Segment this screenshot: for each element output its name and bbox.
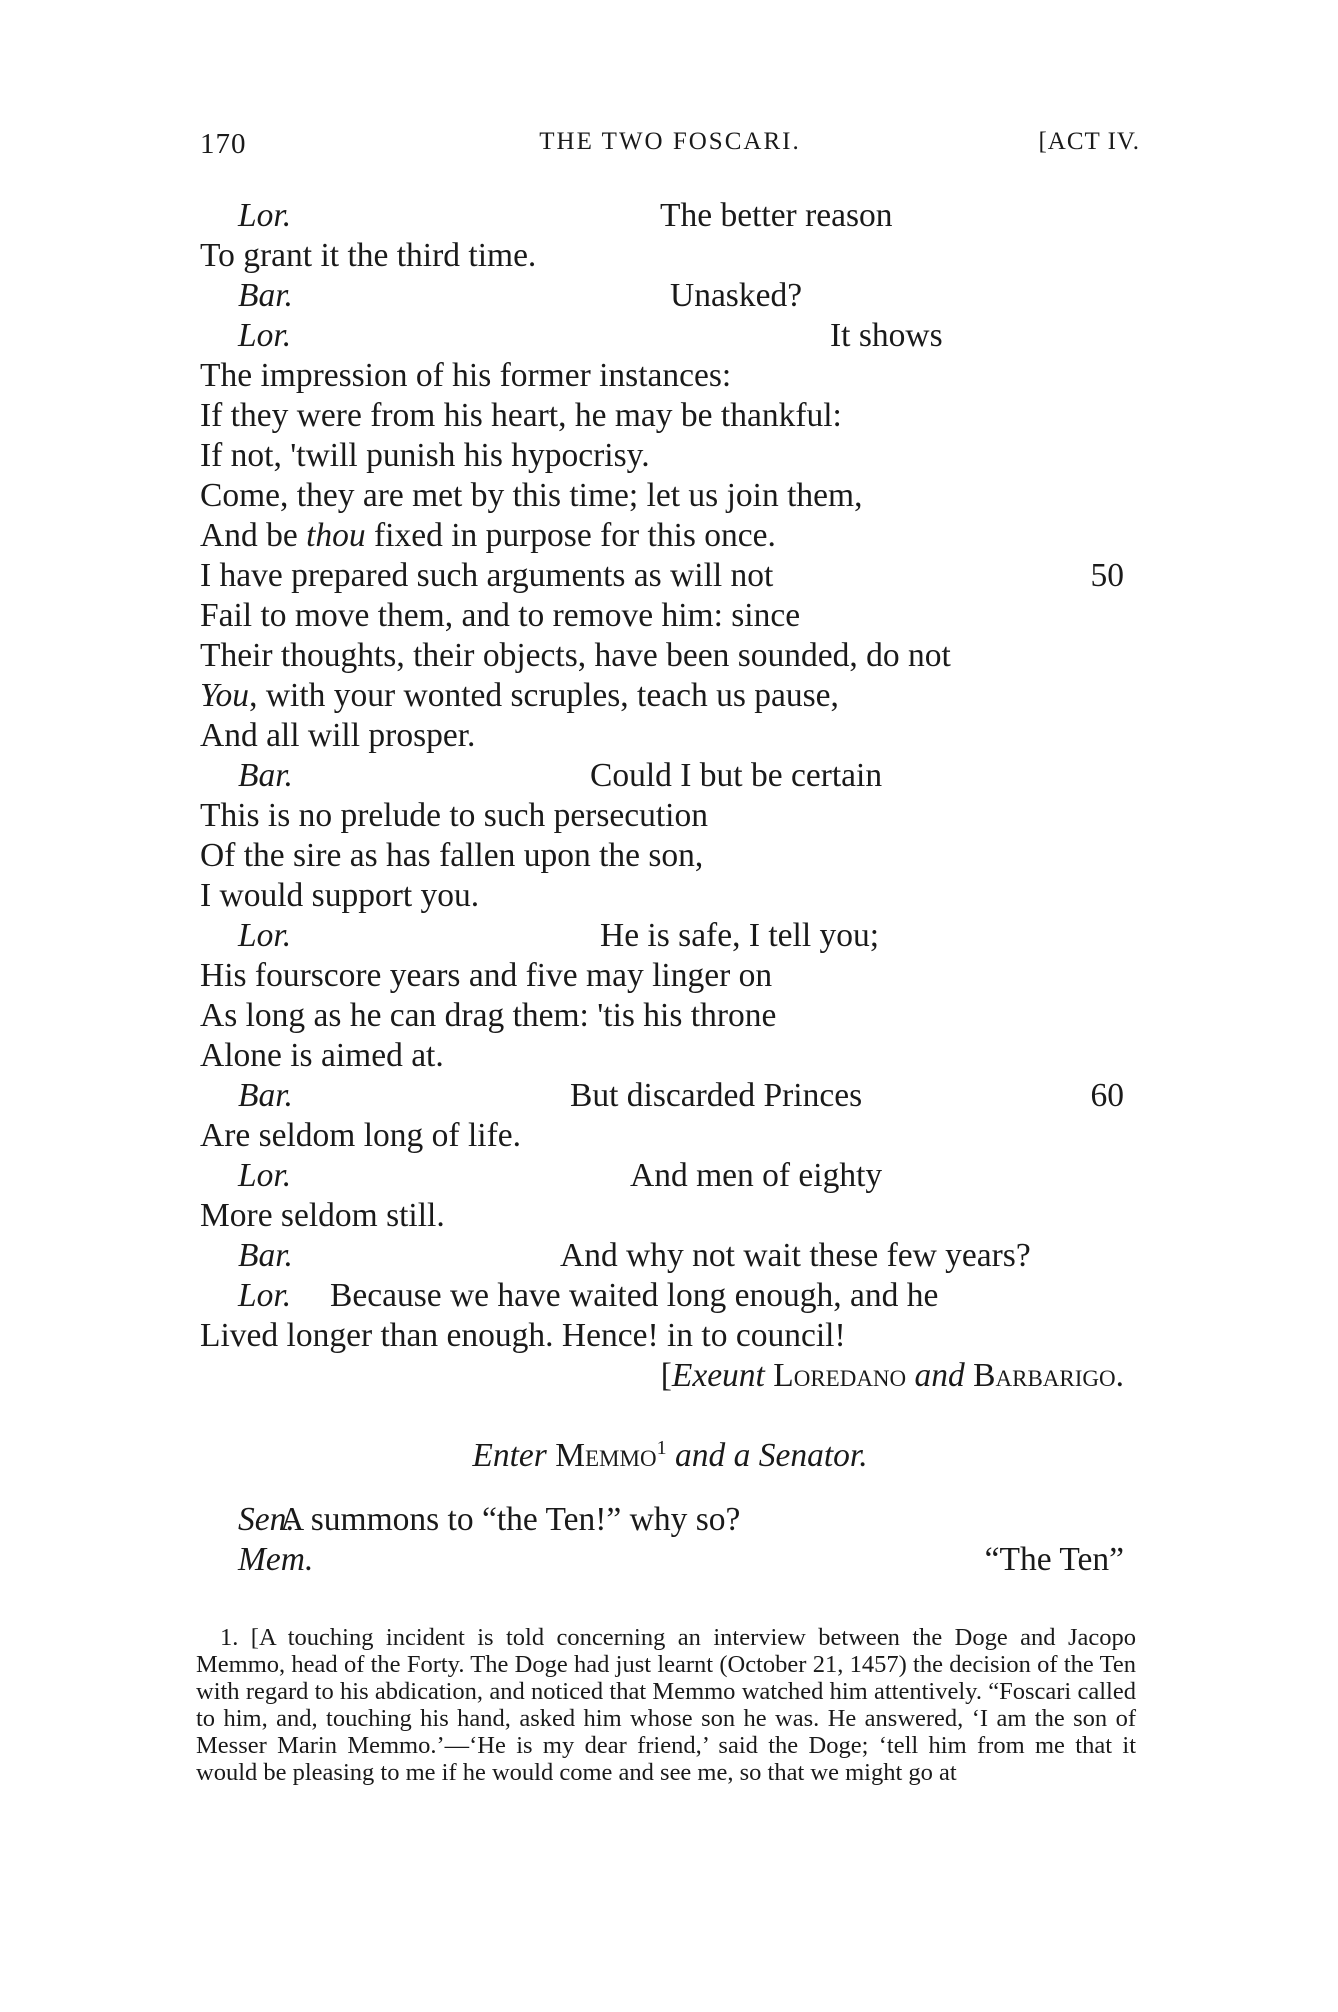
- line-text: Of the sire as has fallen upon the son,: [200, 837, 704, 874]
- footnote: [196, 1624, 1136, 1786]
- line-text: Come, they are met by this time; let us join them,: [200, 477, 863, 514]
- speaker-label: Bar.: [238, 757, 293, 794]
- speaker-label: Bar.: [238, 1237, 293, 1274]
- verse-line: [200, 316, 1140, 356]
- verse-line: [200, 636, 1140, 676]
- verse-line: [200, 716, 1140, 756]
- page-number: 170: [200, 128, 247, 160]
- line-text: More seldom still.: [200, 1197, 445, 1234]
- verse-line: [200, 876, 1140, 916]
- verse-line: [200, 836, 1140, 876]
- line-text: This is no prelude to such persecution: [200, 797, 708, 834]
- line-text: Their thoughts, their objects, have been sounded, do not: [200, 637, 951, 674]
- character-name: Barbarigo.: [973, 1357, 1124, 1394]
- entrance-direction: [200, 1428, 1140, 1475]
- character-name: Memmo: [555, 1437, 657, 1475]
- line-text: It shows: [830, 317, 943, 354]
- line-text-post: , with your wonted scruples, teach us pause,: [249, 677, 839, 714]
- speaker-label: Lor.: [238, 317, 292, 354]
- exeunt-word: Exeunt: [671, 1357, 765, 1394]
- verse-line: [200, 676, 1140, 716]
- line-text: And why not wait these few years?: [560, 1237, 1031, 1274]
- and-word: and: [914, 1357, 965, 1394]
- verse-line: [200, 596, 1140, 636]
- verse-line: [200, 1196, 1140, 1236]
- emphasis-text: thou: [306, 517, 366, 554]
- line-number: 60: [1090, 1077, 1124, 1114]
- verse-line: [200, 1316, 1140, 1356]
- line-text-pre: And be: [200, 517, 307, 554]
- speaker-label: Bar.: [238, 1077, 293, 1114]
- line-text: Could I but be certain: [590, 757, 883, 794]
- line-text: Lived longer than enough. Hence! in to council!: [200, 1317, 846, 1354]
- character-name: Loredano: [773, 1357, 907, 1394]
- running-header: [200, 128, 1140, 168]
- verse-line: [200, 556, 1140, 596]
- line-text: Are seldom long of life.: [200, 1117, 521, 1154]
- verse-block: [200, 196, 1140, 1580]
- verse-line: [200, 1236, 1140, 1276]
- line-text: To grant it the third time.: [200, 237, 537, 274]
- verse-line: [200, 756, 1140, 796]
- emphasis-text: You: [200, 677, 250, 714]
- line-text: His fourscore years and five may linger on: [200, 957, 773, 994]
- stage-direction: [200, 1356, 1140, 1396]
- line-text: The better reason: [660, 197, 893, 234]
- speaker-label: Lor.: [238, 197, 292, 234]
- verse-line: [200, 276, 1140, 316]
- verse-line: [200, 916, 1140, 956]
- verse-line: [200, 436, 1140, 476]
- speaker-label: Lor.: [238, 1157, 292, 1194]
- line-text: I would support you.: [200, 877, 480, 914]
- line-text: The impression of his former instances:: [200, 357, 732, 394]
- speaker-label: Lor.: [238, 1277, 292, 1314]
- verse-line: [200, 516, 1140, 556]
- verse-line: [200, 1500, 1140, 1540]
- line-text: A summons to “the Ten!” why so?: [280, 1501, 741, 1538]
- line-text: And all will prosper.: [200, 717, 476, 754]
- verse-line: [200, 956, 1140, 996]
- enter-word: Enter: [472, 1437, 547, 1475]
- line-text: Because we have waited long enough, and he: [330, 1277, 939, 1314]
- verse-line: [200, 356, 1140, 396]
- speaker-label: Mem.: [238, 1541, 314, 1578]
- line-text-post: fixed in purpose for this once.: [365, 517, 776, 554]
- bracket: [: [660, 1357, 672, 1394]
- line-text: [200, 676, 839, 716]
- line-text: If not, 'twill punish his hypocrisy.: [200, 437, 650, 474]
- line-text: But discarded Princes: [570, 1077, 863, 1114]
- line-text: Alone is aimed at.: [200, 1037, 444, 1074]
- exeunt-text: [661, 1356, 1124, 1396]
- verse-line: [200, 1076, 1140, 1116]
- line-text: Fail to move them, and to remove him: since: [200, 597, 801, 634]
- speaker-label: Sen.: [238, 1501, 295, 1538]
- verse-line: [200, 796, 1140, 836]
- line-text: He is safe, I tell you;: [600, 917, 880, 954]
- running-title: THE TWO FOSCARI.: [539, 128, 801, 155]
- act-label: [ACT IV.: [1038, 128, 1140, 155]
- line-text: If they were from his heart, he may be thankful:: [200, 397, 842, 434]
- footnote-ref: 1: [656, 1437, 667, 1459]
- verse-line: [200, 1156, 1140, 1196]
- line-text: I have prepared such arguments as will not: [200, 557, 774, 594]
- verse-line: [200, 1036, 1140, 1076]
- verse-line: [200, 1540, 1140, 1580]
- line-text: Unasked?: [670, 277, 803, 314]
- verse-line: [200, 476, 1140, 516]
- verse-line: [200, 996, 1140, 1036]
- line-text: And men of eighty: [630, 1157, 883, 1194]
- verse-line: [200, 396, 1140, 436]
- speaker-label: Lor.: [238, 917, 292, 954]
- line-text: “The Ten”: [984, 1541, 1124, 1578]
- verse-line: [200, 1116, 1140, 1156]
- entrance-rest: and a Senator.: [674, 1437, 868, 1475]
- line-text: [200, 516, 776, 556]
- verse-line: [200, 1276, 1140, 1316]
- footnote-text: 1. [A touching incident is told concerning an interview between the Doge and Jacopo Memmo, head of the Forty. The Doge had just learnt (October 21, 1457) the decision of the Ten with regard to his abdication, and noticed that Memmo watched him attentively. “Foscari called to him, and, touching his hand, asked him whose son he was. He answered, ‘I am the son of Messer Marin Memmo.’—‘He is my dear friend,’ said the Doge; ‘tell him from me that it would be pleasing to me if he would come and see me, so that we might go at: [196, 1624, 1136, 1786]
- speaker-label: Bar.: [238, 277, 293, 314]
- verse-line: [200, 196, 1140, 236]
- line-text: As long as he can drag them: 'tis his throne: [200, 997, 777, 1034]
- line-number: 50: [1090, 557, 1124, 594]
- verse-line: [200, 236, 1140, 276]
